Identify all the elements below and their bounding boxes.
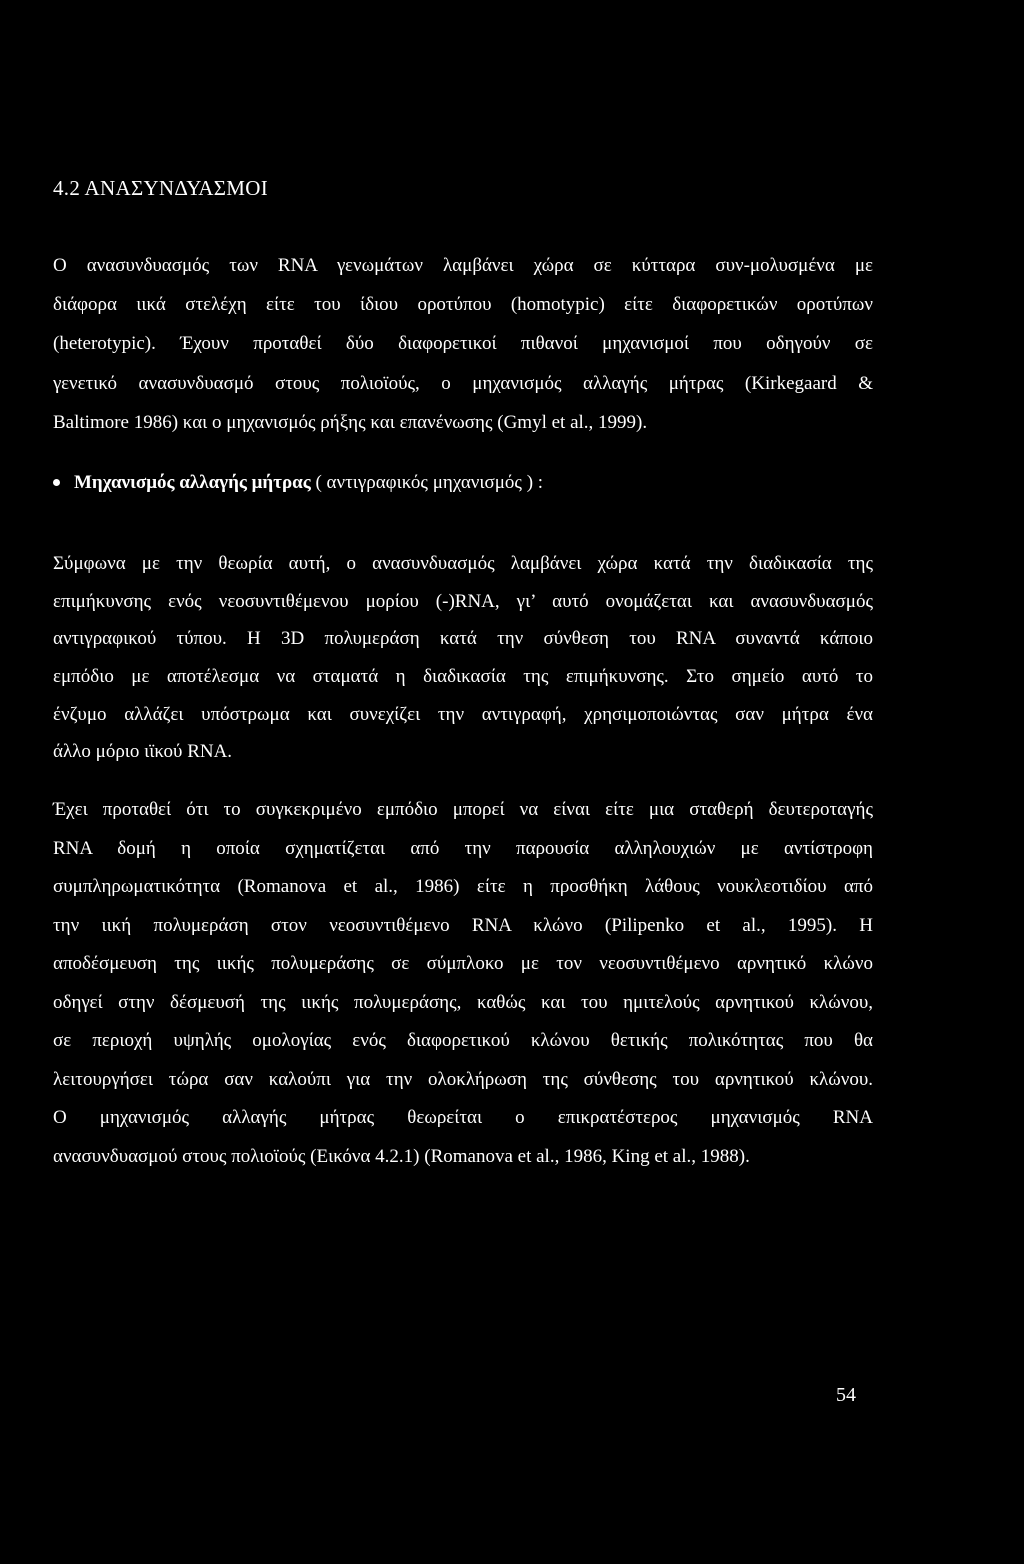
text-line: αντιγραφικού τύπου. Η 3D πολυμεράση κατά την σύνθεση του RNA συναντά κάποιο — [53, 628, 873, 650]
text-line: Baltimore 1986) και ο μηχανισμός ρήξης και επανένωσης (Gmyl et al., 1999). — [53, 411, 648, 433]
text-line: άλλο μόριο ιϊκού RNA. — [53, 741, 233, 763]
text-line: λειτουργήσει τώρα σαν καλούπι για την ολοκλήρωση της σύνθεσης του αρνητικού κλώνου. — [53, 1068, 873, 1090]
text-line: την ιική πολυμεράση στον νεοσυντιθέμενο RNA κλώνο (Pilipenko et al., 1995). Η — [53, 914, 873, 936]
text-line: RNA δομή η οποία σχηματίζεται από την παρουσία αλληλουχιών με αντίστροφη — [53, 837, 873, 859]
paragraph-obstacle — [53, 791, 873, 1176]
text-line: Ο ανασυνδυασμός των RNA γενωμάτων λαμβάνει χώρα σε κύτταρα συν-μολυσμένα με — [53, 255, 873, 276]
text-line: ανασυνδυασμού στους πολιοϊούς (Εικόνα 4.2.1) (Romanova et al., 1986, King et al., 1988). — [53, 1145, 750, 1167]
bullet-title: Μηχανισμός αλλαγής μήτρας — [74, 472, 311, 493]
bullet-icon — [53, 479, 60, 486]
text-line: οδηγεί στην δέσμευσή της ιικής πολυμεράσης, καθώς και του ημιτελούς αρνητικού κλώνου, — [53, 991, 873, 1013]
text-line: ένζυμο αλλάζει υπόστρωμα και συνεχίζει την αντιγραφή, χρησιμοποιώντας σαν μήτρα ένα — [53, 703, 873, 725]
bullet-subtitle: ( αντιγραφικός μηχανισμός ) : — [310, 472, 544, 493]
paragraph-template-switch — [53, 545, 873, 771]
text-line: γενετικό ανασυνδυασμό στους πολιοϊούς, ο μηχανισμός αλλαγής μήτρας (Kirkegaard & — [53, 372, 873, 394]
text-line: Σύμφωνα με την θεωρία αυτή, ο ανασυνδυασμός λαμβάνει χώρα κατά την διαδικασία της — [53, 553, 873, 574]
paragraph-intro — [53, 246, 873, 442]
section-heading: 4.2 ΑΝΑΣΥΝΔΥΑΣΜΟΙ — [53, 176, 268, 200]
text-line: συμπληρωματικότητα (Romanova et al., 1986) είτε η προσθήκη λάθους νουκλεοτιδίου από — [53, 876, 873, 897]
text-line: Έχει προταθεί ότι το συγκεκριμένο εμπόδιο μπορεί να είναι είτε μια σταθερή δευτεροταγής — [53, 799, 873, 820]
bullet-item — [53, 470, 543, 496]
page-number: 54 — [836, 1384, 856, 1406]
text-line: εμπόδιο με αποτέλεσμα να σταματά η διαδικασία της επιμήκυνσης. Στο σημείο αυτό το — [53, 666, 873, 688]
text-line: Ο μηχανισμός αλλαγής μήτρας θεωρείται ο επικρατέστερος μηχανισμός RNA — [53, 1107, 873, 1128]
text-line: διάφορα ιικά στελέχη είτε του ίδιου οροτύπου (homotypic) είτε διαφορετικών οροτύπων — [53, 294, 873, 316]
text-line: αποδέσμευση της ιικής πολυμεράσης σε σύμπλοκο με τον νεοσυντιθέμενο αρνητικό κλώνο — [53, 953, 873, 974]
text-line: σε περιοχή υψηλής ομολογίας ενός διαφορετικού κλώνου θετικής πολικότητας που θα — [53, 1030, 873, 1051]
text-line: επιμήκυνσης ενός νεοσυντιθέμενου μορίου (-)RNA, γι’ αυτό ονομάζεται και ανασυνδυασμός — [53, 590, 873, 612]
text-line: (heterotypic). Έχουν προταθεί δύο διαφορετικοί πιθανοί μηχανισμοί που οδηγούν σε — [53, 333, 873, 355]
